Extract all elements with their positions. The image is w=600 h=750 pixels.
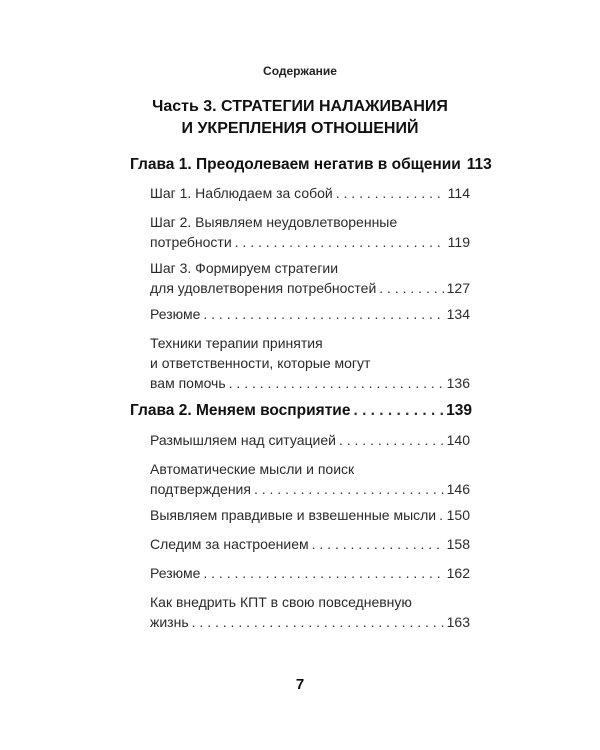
entry-title: подтверждения	[150, 481, 251, 497]
entry-title: вам помочь	[150, 375, 226, 391]
toc-entry[interactable]	[150, 212, 470, 252]
entry-title: Шаг 2. Выявляем неудовлетворенные	[150, 214, 398, 230]
leader-dots	[203, 304, 443, 324]
toc-entry[interactable]	[150, 183, 470, 203]
leader-dots	[339, 430, 444, 450]
page-ref: 162	[446, 565, 470, 581]
page-ref: 140	[446, 432, 470, 448]
leader-dots	[229, 373, 444, 393]
entry-title: Следим за настроением	[150, 536, 309, 552]
page-ref: 113	[466, 156, 492, 173]
page-ref: 158	[446, 536, 470, 552]
chapter-entry[interactable]	[130, 155, 492, 175]
toc-entry[interactable]	[150, 304, 470, 324]
leader-dots	[312, 534, 444, 554]
entry-title: для удовлетворения потребностей	[150, 280, 377, 296]
page-number: 7	[295, 676, 305, 693]
entry-title: Резюме	[150, 565, 201, 581]
leader-dots	[192, 612, 444, 632]
chapter-title: Глава 2. Меняем восприятие	[130, 402, 351, 419]
chapter-title: Глава 1. Преодолеваем негатив в общении	[130, 156, 461, 173]
toc-entry[interactable]	[150, 534, 470, 554]
entry-title: Шаг 3. Формируем стратегии	[150, 260, 339, 276]
leader-dots	[203, 563, 443, 583]
leader-dots	[254, 479, 444, 499]
entry-title: Резюме	[150, 306, 201, 322]
page-ref: 163	[446, 614, 470, 630]
chapter-entry[interactable]	[130, 401, 472, 421]
entry-title: Техники терапии принятия	[150, 335, 323, 351]
leader-dots	[353, 401, 443, 421]
running-title: Содержание	[263, 64, 337, 78]
part-title	[0, 96, 600, 140]
toc-entry[interactable]	[150, 459, 470, 499]
toc-entry[interactable]	[150, 563, 470, 583]
page-ref: 136	[446, 375, 470, 391]
page-ref: 127	[446, 280, 470, 296]
page-ref: 119	[447, 234, 470, 250]
page-ref: 114	[447, 185, 470, 201]
leader-dots	[235, 232, 445, 252]
entry-title: и ответственности, которые могут	[150, 355, 371, 371]
part-title-line: И УКРЕПЛЕНИЯ ОТНОШЕНИЙ	[181, 120, 419, 137]
toc-entry[interactable]	[150, 430, 470, 450]
entry-title: Автоматические мысли и поиск	[150, 461, 355, 477]
entry-title: потребности	[150, 234, 232, 250]
page-ref: 150	[446, 507, 470, 523]
entry-title: Размышляем над ситуацией	[150, 432, 336, 448]
toc-entry[interactable]	[150, 592, 470, 632]
entry-title: жизнь	[150, 614, 189, 630]
page-ref: 146	[446, 481, 470, 497]
toc-entry[interactable]	[150, 258, 470, 298]
leader-dots	[379, 278, 443, 298]
entry-title: Выявляем правдивые и взвешенные мысли	[150, 507, 437, 523]
page-ref: 139	[446, 402, 472, 419]
page-ref: 134	[446, 306, 470, 322]
leader-dots	[439, 505, 444, 525]
part-title-line: Часть 3. СТРАТЕГИИ НАЛАЖИВАНИЯ	[152, 98, 448, 115]
entry-title: Как внедрить КПТ в свою повседневную	[150, 594, 412, 610]
toc-entry[interactable]	[150, 333, 470, 393]
entry-title: Шаг 1. Наблюдаем за собой	[150, 185, 333, 201]
leader-dots	[336, 183, 445, 203]
toc-entry[interactable]	[150, 505, 470, 525]
